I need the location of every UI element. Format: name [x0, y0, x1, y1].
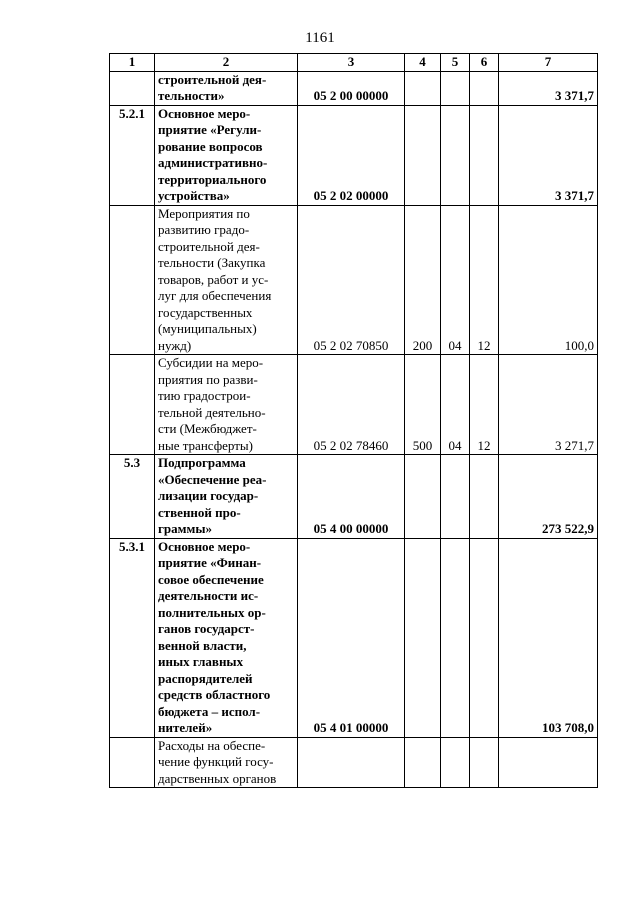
row-section: [441, 737, 470, 788]
table-header-row: [110, 54, 598, 72]
row-amount: 3 371,7: [499, 71, 598, 105]
row-type: [405, 737, 441, 788]
row-subsection: [470, 105, 499, 205]
row-description: Основное меро- приятие «Регули- рование вопросов административно- территориального устройства»: [155, 105, 298, 205]
header-col-2: 2: [155, 54, 298, 72]
row-type: [405, 71, 441, 105]
row-description: Подпрограмма «Обеспечение реа- лизации государ- ственной про- граммы»: [155, 455, 298, 539]
row-type: [405, 105, 441, 205]
row-number: [110, 355, 155, 455]
table-row: [110, 205, 598, 355]
row-type: 200: [405, 205, 441, 355]
row-amount: 3 371,7: [499, 105, 598, 205]
row-section: [441, 538, 470, 737]
row-section: 04: [441, 355, 470, 455]
row-code: 05 2 00 00000: [298, 71, 405, 105]
row-subsection: [470, 737, 499, 788]
row-number: [110, 205, 155, 355]
header-col-4: 4: [405, 54, 441, 72]
table-row: [110, 538, 598, 737]
row-amount: 273 522,9: [499, 455, 598, 539]
table-row: [110, 71, 598, 105]
row-number: 5.2.1: [110, 105, 155, 205]
row-section: [441, 455, 470, 539]
row-subsection: [470, 71, 499, 105]
header-col-1: 1: [110, 54, 155, 72]
table-row: [110, 105, 598, 205]
row-code: 05 2 02 78460: [298, 355, 405, 455]
row-section: 04: [441, 205, 470, 355]
row-subsection: 12: [470, 205, 499, 355]
row-subsection: [470, 455, 499, 539]
row-subsection: 12: [470, 355, 499, 455]
row-amount: 103 708,0: [499, 538, 598, 737]
row-description: Субсидии на меро- приятия по разви- тию градострои- тельной деятельно- сти (Межбюджет- ные трансферты): [155, 355, 298, 455]
row-section: [441, 105, 470, 205]
row-type: 500: [405, 355, 441, 455]
row-amount: 100,0: [499, 205, 598, 355]
row-number: [110, 71, 155, 105]
row-number: [110, 737, 155, 788]
row-code: [298, 737, 405, 788]
row-amount: 3 271,7: [499, 355, 598, 455]
row-type: [405, 455, 441, 539]
row-description: Расходы на обеспе- чение функций госу- дарственных органов: [155, 737, 298, 788]
row-type: [405, 538, 441, 737]
row-description: Основное меро- приятие «Финан- совое обеспечение деятельности ис- полнительных ор- ганов государст- венной власти, иных главных распорядителей средств областного бюджета – испол- нителей»: [155, 538, 298, 737]
budget-table: [109, 53, 598, 788]
table-row: [110, 737, 598, 788]
row-code: 05 2 02 70850: [298, 205, 405, 355]
row-number: 5.3: [110, 455, 155, 539]
row-amount: [499, 737, 598, 788]
table-row: [110, 455, 598, 539]
table-row: [110, 355, 598, 455]
header-col-5: 5: [441, 54, 470, 72]
header-col-7: 7: [499, 54, 598, 72]
page-number: 1161: [305, 30, 335, 46]
row-subsection: [470, 538, 499, 737]
row-code: 05 2 02 00000: [298, 105, 405, 205]
row-description: строительной дея- тельности»: [155, 71, 298, 105]
row-code: 05 4 00 00000: [298, 455, 405, 539]
header-col-3: 3: [298, 54, 405, 72]
row-section: [441, 71, 470, 105]
row-description: Мероприятия по развитию градо- строительной дея- тельности (Закупка товаров, работ и ус- луг для обеспечения государственных (муниципальных) нужд): [155, 205, 298, 355]
row-code: 05 4 01 00000: [298, 538, 405, 737]
header-col-6: 6: [470, 54, 499, 72]
row-number: 5.3.1: [110, 538, 155, 737]
